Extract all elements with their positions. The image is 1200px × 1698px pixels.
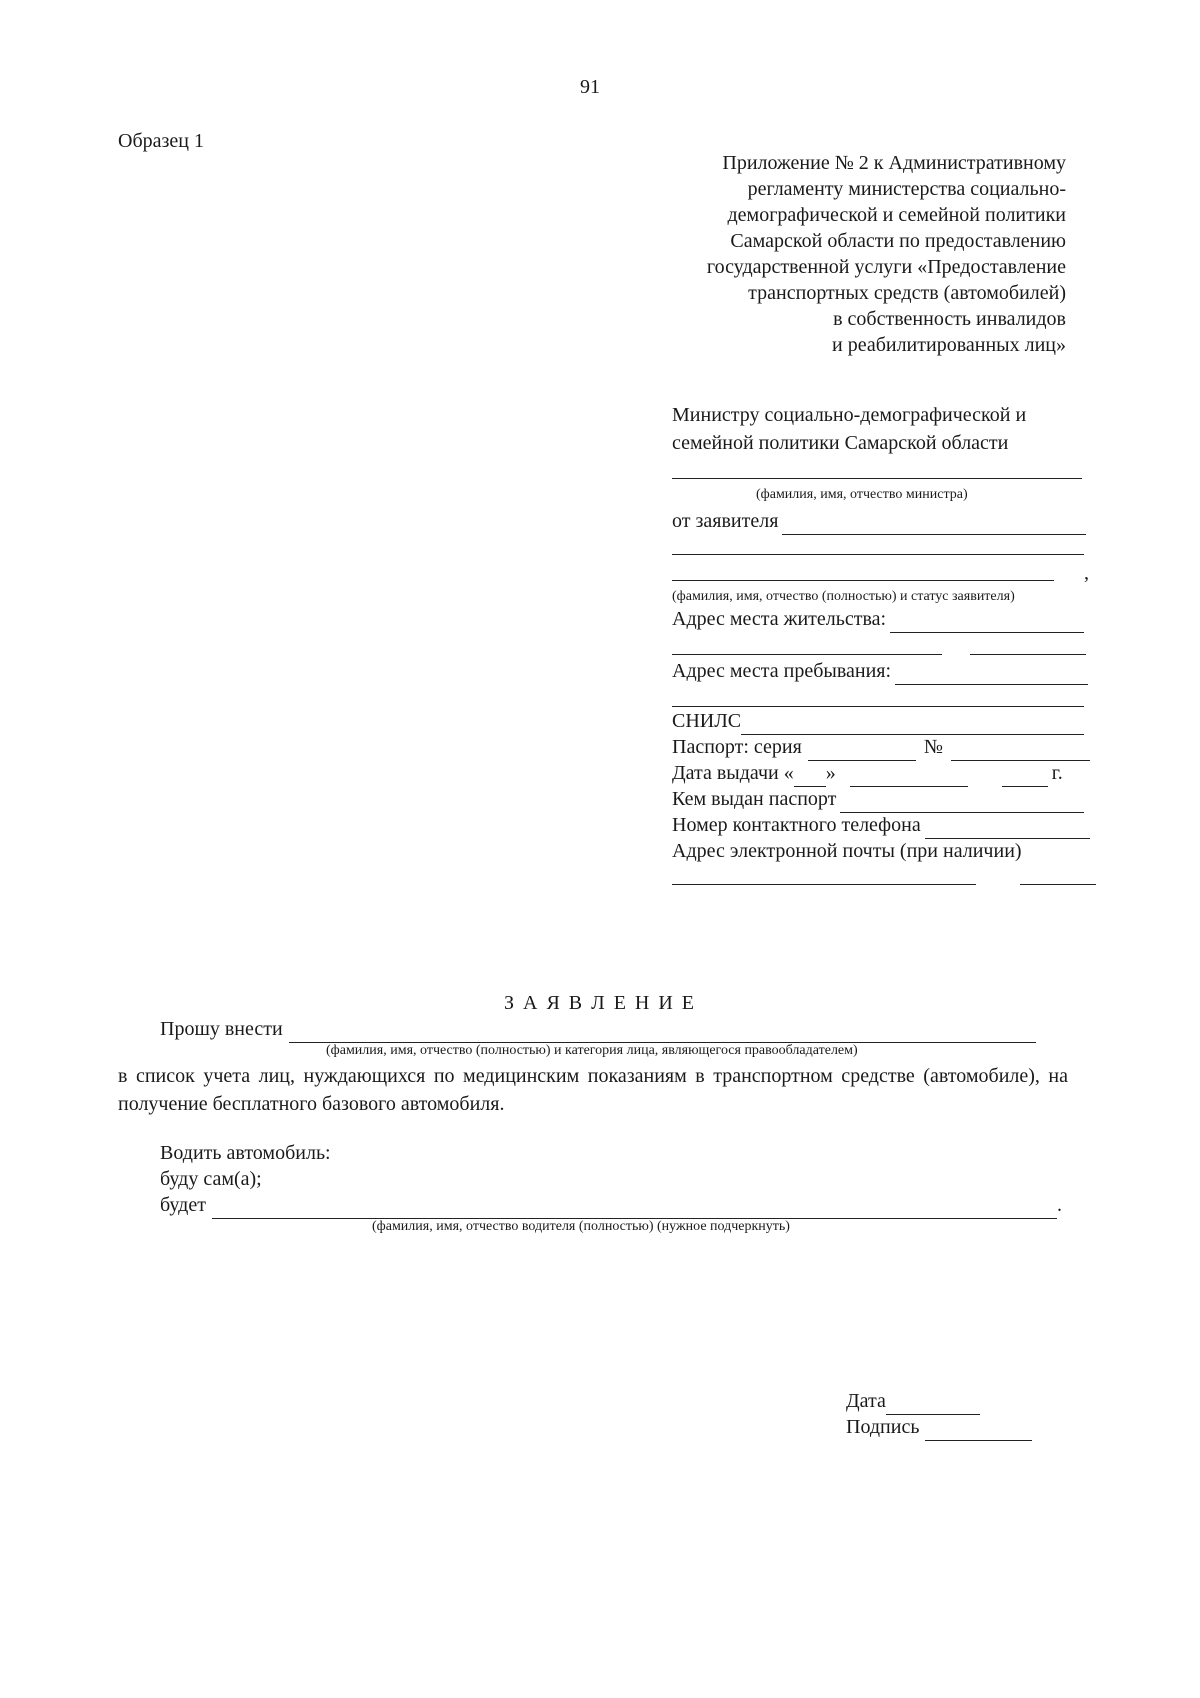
signature-label: Подпись [846, 1416, 920, 1438]
stay-row [672, 658, 1088, 685]
phone-label: Номер контактного телефона [672, 814, 921, 836]
drive-other-row [160, 1192, 1062, 1219]
issued-by-row [672, 786, 1084, 813]
minister-hint: (фамилия, имя, отчество министра) [756, 487, 968, 502]
date-row [846, 1388, 980, 1415]
passport-series-label: Паспорт: серия [672, 736, 802, 758]
addressee-line-1: Министру социально-демографической и [672, 404, 1027, 426]
passport-series-field[interactable] [808, 742, 916, 761]
issue-month-field[interactable] [850, 768, 968, 787]
from-applicant-label: от заявителя [672, 510, 779, 532]
residence-row [672, 606, 1084, 633]
phone-row [672, 812, 1090, 839]
request-body: в список учета лиц, нуждающихся по медицинским показаниям в транспортном средстве (автомобиле), на получение бесплатного базового автомобиля. [118, 1065, 1068, 1115]
residence-field-2b[interactable] [970, 654, 1086, 655]
drive-self-option[interactable]: буду сам(а); [160, 1168, 262, 1190]
period: . [1057, 1194, 1062, 1216]
holder-hint: (фамилия, имя, отчество (полностью) и категория лица, являющегося правообладателем) [326, 1043, 858, 1058]
appendix-line: транспортных средств (автомобилей) [748, 282, 1066, 304]
applicant-field[interactable] [782, 516, 1086, 535]
email-field-b[interactable] [1020, 884, 1096, 885]
applicant-field-3[interactable] [672, 580, 1054, 581]
appendix-line: демографической и семейной политики [727, 204, 1066, 226]
passport-row [672, 734, 1090, 761]
snils-row [672, 708, 1084, 735]
residence-field-2a[interactable] [672, 654, 942, 655]
phone-field[interactable] [925, 820, 1090, 839]
residence-field[interactable] [890, 614, 1084, 633]
appendix-line: государственной услуги «Предоставление [706, 256, 1066, 278]
issue-date-label: Дата выдачи « [672, 762, 794, 784]
appendix-line: регламенту министерства социально- [747, 178, 1066, 200]
appendix-block [707, 150, 1066, 358]
statement-title: З А Я В Л Е Н И Е [504, 992, 697, 1014]
passport-number-field[interactable] [951, 742, 1090, 761]
appendix-line: Приложение № 2 к Административному [722, 152, 1066, 174]
email-field-a[interactable] [672, 884, 976, 885]
applicant-field-2[interactable] [672, 554, 1084, 555]
stay-label: Адрес места пребывания: [672, 660, 892, 682]
appendix-line: в собственность инвалидов [833, 308, 1066, 330]
driver-hint: (фамилия, имя, отчество водителя (полностью) (нужное подчеркнуть) [372, 1219, 790, 1234]
snils-field[interactable] [741, 716, 1084, 735]
signature-field[interactable] [925, 1422, 1032, 1441]
date-field[interactable] [886, 1396, 980, 1415]
driver-field[interactable] [212, 1200, 1057, 1219]
issue-date-close: » [825, 762, 836, 784]
issued-by-field[interactable] [840, 794, 1084, 813]
comma: , [1084, 562, 1089, 584]
applicant-hint: (фамилия, имя, отчество (полностью) и статус заявителя) [672, 589, 1015, 604]
issue-year-field[interactable] [1002, 768, 1048, 787]
sample-label: Образец 1 [118, 130, 204, 152]
passport-number-label: № [923, 736, 943, 758]
year-suffix: г. [1051, 762, 1063, 784]
issue-date-row [672, 760, 1084, 787]
request-row [160, 1016, 1036, 1043]
holder-field[interactable] [289, 1024, 1036, 1043]
drive-title: Водить автомобиль: [160, 1142, 331, 1164]
appendix-line: Самарской области по предоставлению [730, 230, 1066, 252]
snils-label: СНИЛС [672, 710, 742, 732]
email-label: Адрес электронной почты (при наличии) [672, 840, 1022, 862]
appendix-line: и реабилитированных лиц» [832, 334, 1066, 356]
request-prefix: Прошу внести [160, 1018, 283, 1040]
applicant-row [672, 508, 1086, 535]
stay-field[interactable] [895, 666, 1088, 685]
stay-field-2[interactable] [672, 706, 1084, 707]
minister-name-field[interactable] [672, 478, 1082, 479]
page-number: 91 [580, 76, 600, 98]
issue-day-field[interactable] [794, 768, 826, 787]
addressee-line-2: семейной политики Самарской области [672, 432, 1009, 454]
date-label: Дата [846, 1390, 886, 1412]
signature-row [846, 1414, 1032, 1441]
residence-label: Адрес места жительства: [672, 608, 887, 630]
issued-by-label: Кем выдан паспорт [672, 788, 837, 810]
drive-other-option[interactable]: будет [160, 1194, 206, 1216]
